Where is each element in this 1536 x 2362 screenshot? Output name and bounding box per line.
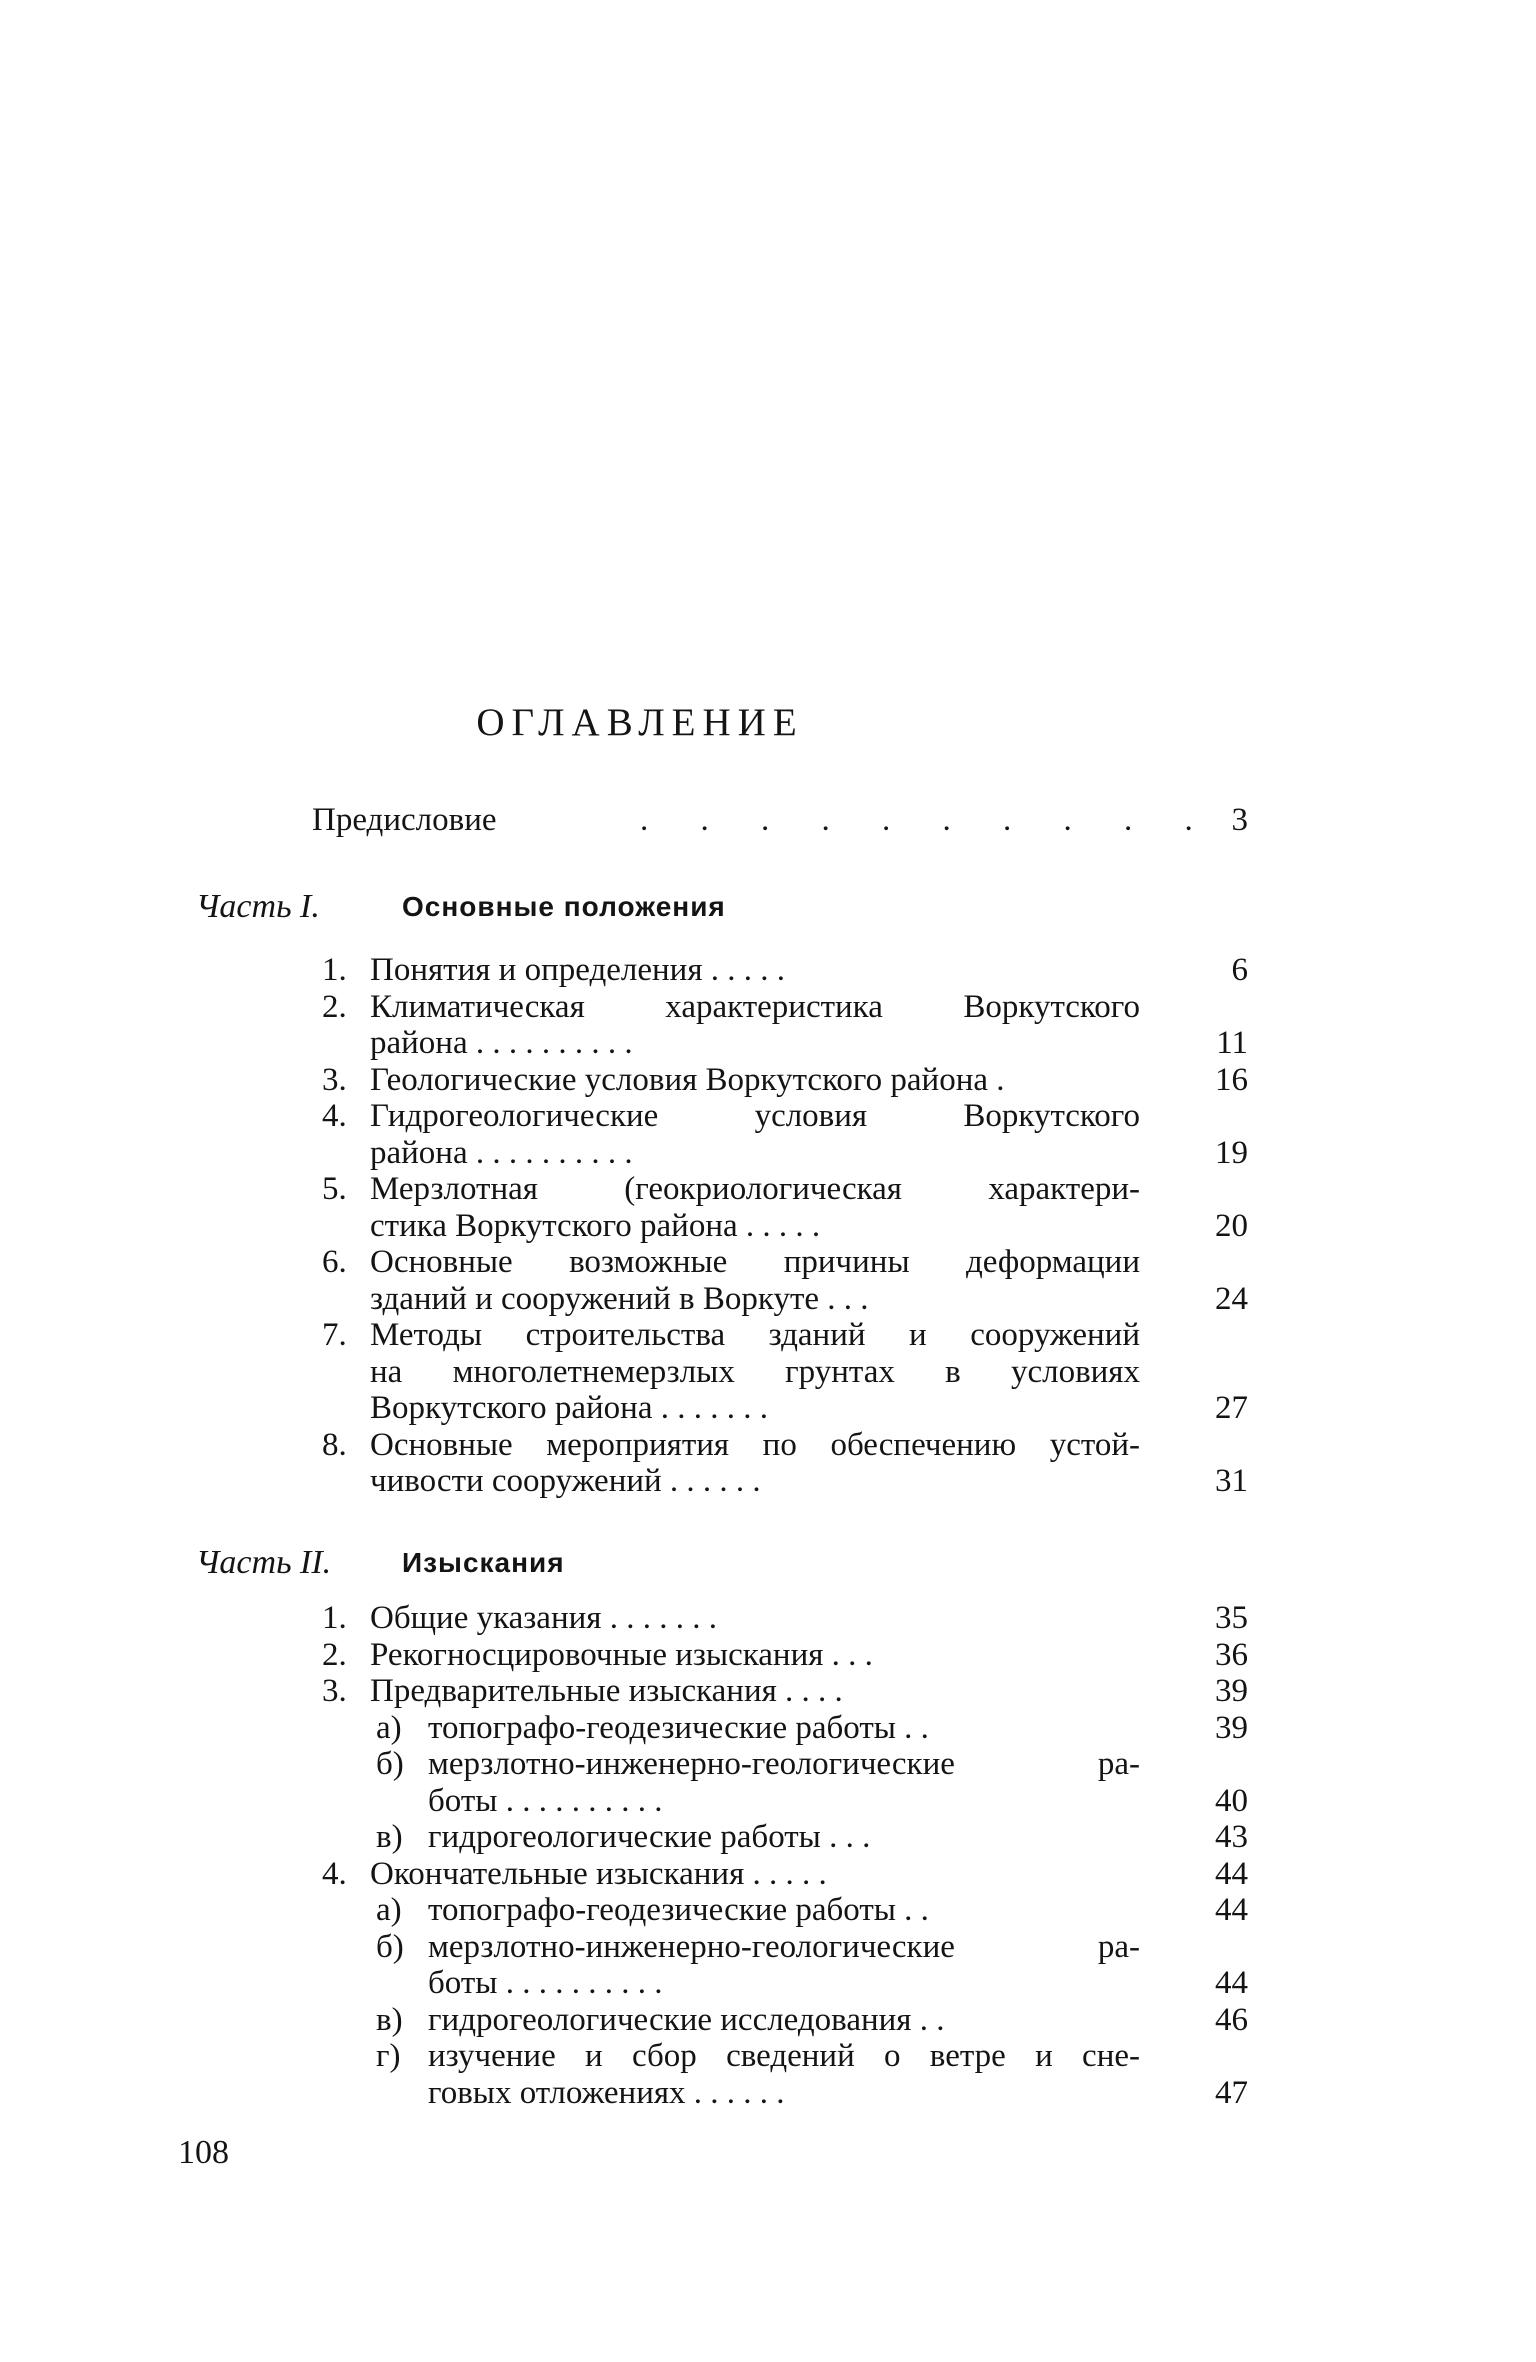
- part2-label: Часть II.: [196, 1544, 332, 1581]
- entry-text-line: на многолетнемерзлых грунтах в условиях: [370, 1353, 1140, 1390]
- entry-number: в): [376, 2001, 403, 2038]
- entry-page: 11: [1216, 1025, 1248, 1061]
- entry-text-line: Климатическая характеристика Воркутского: [370, 988, 1140, 1025]
- entry-number: 1.: [322, 1600, 347, 1636]
- entry-number: 1.: [322, 952, 347, 988]
- entry-page: 43: [1215, 1819, 1248, 1855]
- entry-page: 39: [1215, 1673, 1248, 1709]
- entry-text-line: боты . . . . . . . . . .: [428, 1965, 663, 2001]
- entry-page: 27: [1215, 1390, 1248, 1426]
- entry-number: 3.: [322, 1673, 347, 1709]
- entry-text-line: Основные мероприятия по обеспечению устой-: [370, 1426, 1140, 1463]
- entry-text-line: гидрогеологические исследования . .: [428, 2001, 945, 2038]
- entry-text-line: Окончательные изыскания . . . . .: [370, 1855, 827, 1892]
- entry-text-line: района . . . . . . . . . .: [370, 1134, 633, 1171]
- part1-title: Основные положения: [402, 891, 726, 922]
- part2-title: Изыскания: [402, 1547, 565, 1578]
- entry-page: 46: [1215, 2001, 1248, 2038]
- page-number: 108: [178, 2134, 229, 2171]
- entry-number: 5.: [322, 1171, 347, 1207]
- entry-text-line: Мерзлотная (геокриологическая характери-: [370, 1171, 1140, 1207]
- entry-page: 16: [1215, 1061, 1248, 1098]
- entry-page: 44: [1215, 1892, 1248, 1928]
- entry-number: а): [376, 1709, 402, 1746]
- entry-text-line: мерзлотно-инженерно-геологические ра-: [428, 1928, 1140, 1965]
- entry-text-line: говых отложениях . . . . . .: [428, 2074, 785, 2111]
- entry-number: б): [376, 1746, 404, 1782]
- preface-page: 3: [1231, 802, 1248, 838]
- entry-number: 7.: [322, 1317, 347, 1353]
- entry-text-line: Основные возможные причины деформации: [370, 1244, 1140, 1280]
- entry-text-line: мерзлотно-инженерно-геологические ра-: [428, 1746, 1140, 1782]
- entry-text-line: Предварительные изыскания . . . .: [370, 1673, 843, 1709]
- entry-number: 8.: [322, 1426, 347, 1463]
- entry-page: 44: [1215, 1855, 1248, 1892]
- entry-text-line: Рекогносцировочные изыскания . . .: [370, 1636, 873, 1673]
- entry-page: 39: [1215, 1709, 1248, 1746]
- entry-number: а): [376, 1892, 402, 1928]
- entry-text-line: Гидрогеологические условия Воркутского: [370, 1098, 1140, 1134]
- entry-number: б): [376, 1928, 404, 1965]
- entry-number: в): [376, 1819, 403, 1855]
- entry-page: 20: [1215, 1207, 1248, 1244]
- entry-text-line: стика Воркутского района . . . . .: [370, 1207, 821, 1244]
- entry-text-line: боты . . . . . . . . . .: [428, 1782, 663, 1819]
- entry-page: 44: [1215, 1965, 1248, 2001]
- entry-page: 24: [1215, 1280, 1248, 1317]
- entry-number: 2.: [322, 988, 347, 1025]
- entry-text-line: Геологические условия Воркутского района .: [370, 1061, 1005, 1098]
- entry-text-line: Понятия и определения . . . . .: [370, 952, 786, 988]
- entry-page: 19: [1215, 1134, 1248, 1171]
- entry-text-line: топографо-геодезические работы . .: [428, 1892, 929, 1928]
- entry-text-line: чивости сооружений . . . . . .: [370, 1463, 761, 1499]
- preface-label: Предисловие: [312, 802, 497, 838]
- entry-number: 2.: [322, 1636, 347, 1673]
- contents-heading: ОГЛАВЛЕНИЕ: [476, 701, 804, 744]
- entry-page: 47: [1215, 2074, 1248, 2111]
- entry-page: 40: [1215, 1782, 1248, 1819]
- entry-page: 31: [1215, 1463, 1248, 1499]
- entry-text-line: зданий и сооружений в Воркуте . . .: [370, 1280, 869, 1317]
- preface-dots: . . . . . . . . . .: [640, 802, 1215, 838]
- entry-number: 4.: [322, 1855, 347, 1892]
- entry-text-line: Общие указания . . . . . . .: [370, 1600, 717, 1636]
- entry-text-line: Методы строительства зданий и сооружений: [370, 1317, 1140, 1353]
- entry-page: 6: [1231, 952, 1248, 988]
- entry-text-line: изучение и сбор сведений о ветре и сне-: [428, 2038, 1140, 2074]
- entry-text-line: района . . . . . . . . . .: [370, 1025, 633, 1061]
- entry-text-line: гидрогеологические работы . . .: [428, 1819, 871, 1855]
- entry-page: 36: [1215, 1636, 1248, 1673]
- entry-number: г): [376, 2038, 401, 2074]
- entry-number: 6.: [322, 1244, 347, 1280]
- entry-text-line: топографо-геодезические работы . .: [428, 1709, 929, 1746]
- entry-number: 3.: [322, 1061, 347, 1098]
- entry-page: 35: [1215, 1600, 1248, 1636]
- part1-label: Часть I.: [196, 888, 320, 925]
- entry-text-line: Воркутского района . . . . . . .: [370, 1390, 768, 1426]
- entry-number: 4.: [322, 1098, 347, 1134]
